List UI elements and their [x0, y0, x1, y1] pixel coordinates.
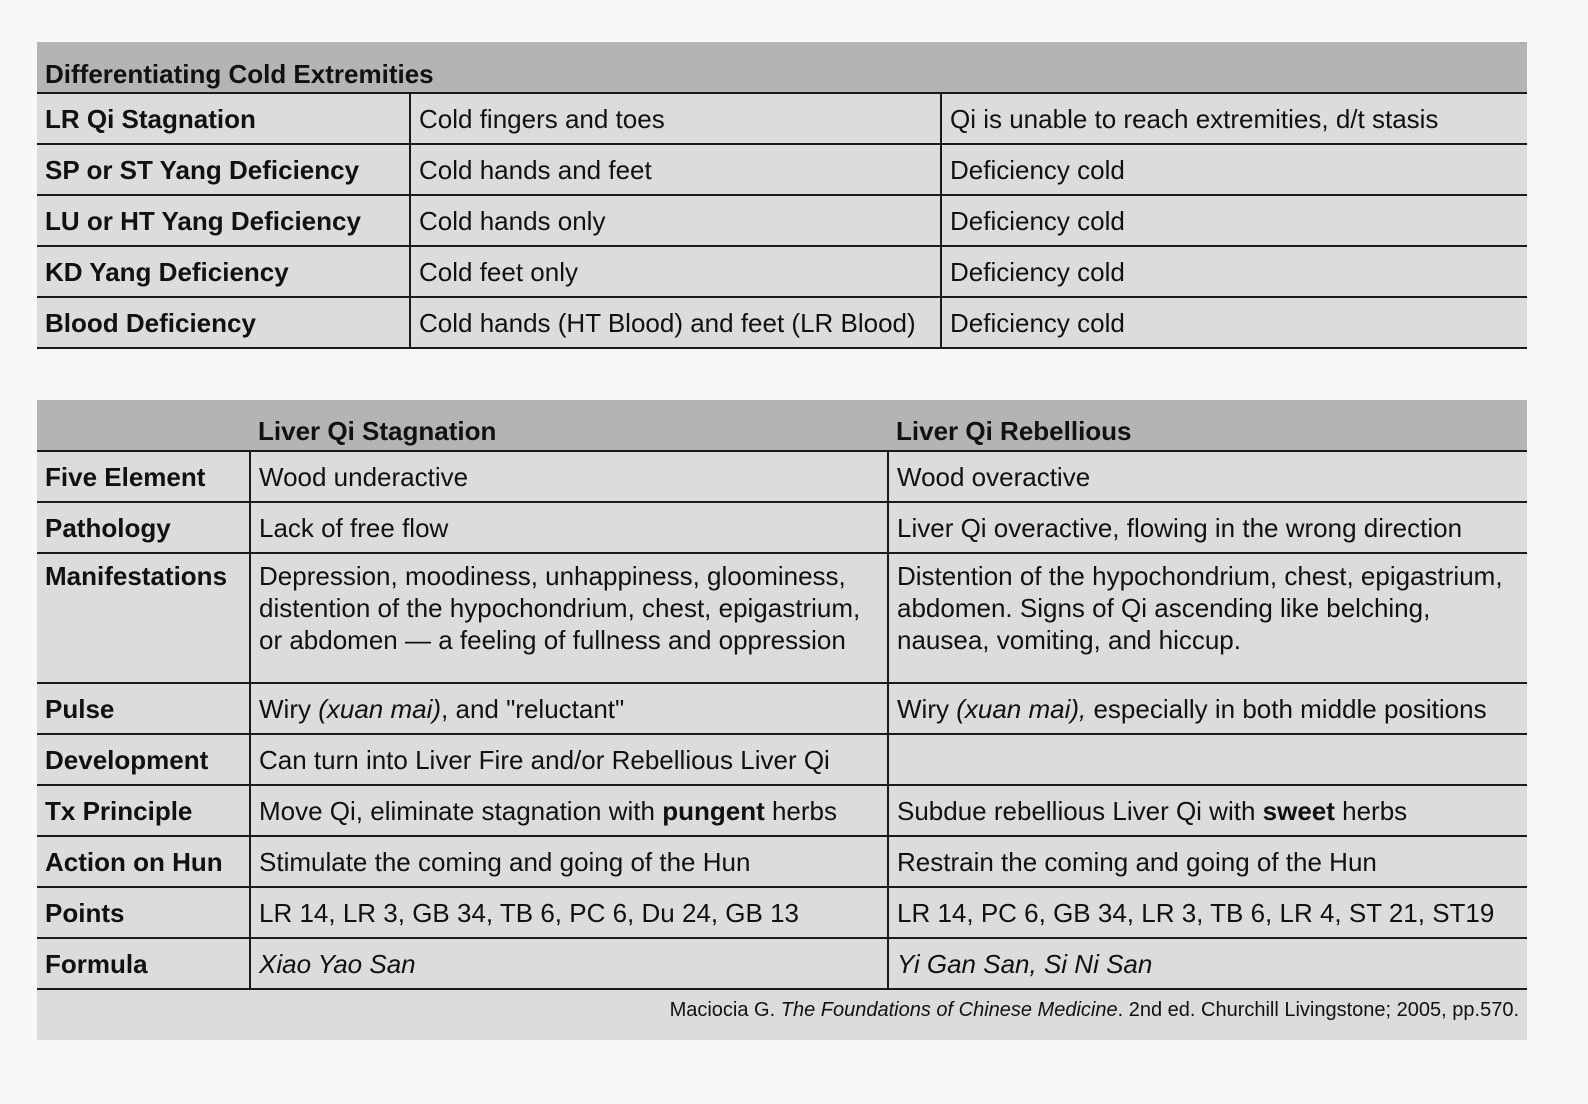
note-cell: Qi is unable to reach extremities, d/t stasis	[941, 94, 1527, 144]
text-run: Subdue rebellious Liver Qi with	[897, 795, 1263, 826]
pattern-cell: KD Yang Deficiency	[37, 246, 410, 297]
citation-book-title: The Foundations of Chinese Medicine	[780, 999, 1118, 1021]
stagnation-cell: Xiao Yao San	[250, 938, 888, 989]
row-label: Development	[37, 734, 250, 785]
text-run: Wiry	[897, 693, 957, 724]
header-empty	[37, 400, 250, 451]
table-row-manifestations	[37, 553, 1527, 683]
text-run: especially in both middle positions	[1086, 693, 1487, 724]
table-row	[37, 195, 1527, 246]
row-label: Pulse	[37, 683, 250, 734]
stagnation-cell: Stimulate the coming and going of the Hun	[250, 836, 888, 887]
row-label: Points	[37, 887, 250, 938]
row-label: Formula	[37, 938, 250, 989]
table-row-pathology	[37, 502, 1527, 553]
table-row	[37, 94, 1527, 144]
table-row-tx-principle	[37, 785, 1527, 836]
stagnation-cell: Wood underactive	[250, 451, 888, 502]
stagnation-cell: LR 14, LR 3, GB 34, TB 6, PC 6, Du 24, GB 13	[250, 887, 888, 938]
stagnation-cell	[250, 785, 888, 836]
row-label: Action on Hun	[37, 836, 250, 887]
note-cell: Deficiency cold	[941, 297, 1527, 348]
table-row-five-element	[37, 451, 1527, 502]
symptom-cell: Cold hands and feet	[410, 144, 941, 195]
text-run: herbs	[1334, 795, 1408, 826]
rebellious-cell: Wood overactive	[888, 451, 1527, 502]
pattern-cell: LU or HT Yang Deficiency	[37, 195, 410, 246]
rebellious-cell: Yi Gan San, Si Ni San	[888, 938, 1527, 989]
table-row-points	[37, 887, 1527, 938]
header-row	[37, 400, 1527, 451]
citation	[37, 990, 1527, 1040]
stagnation-cell	[250, 683, 888, 734]
pattern-cell: Blood Deficiency	[37, 297, 410, 348]
symptom-cell: Cold fingers and toes	[410, 94, 941, 144]
symptom-cell: Cold hands (HT Blood) and feet (LR Blood)	[410, 297, 941, 348]
rebellious-cell	[888, 683, 1527, 734]
symptom-cell: Cold feet only	[410, 246, 941, 297]
citation-author: Maciocia G.	[669, 999, 781, 1021]
text-run: Wiry	[259, 693, 319, 724]
rebellious-cell	[888, 785, 1527, 836]
rebellious-cell	[888, 734, 1527, 785]
text-run: herbs	[764, 795, 837, 826]
stagnation-cell: Depression, moodiness, unhappiness, gloominess, distention of the hypochondrium, chest, epigastrium, or abdomen — a feeling of fullness and oppression	[250, 553, 888, 683]
row-label: Pathology	[37, 502, 250, 553]
header-stagnation: Liver Qi Stagnation	[250, 400, 888, 451]
stagnation-cell: Can turn into Liver Fire and/or Rebellious Liver Qi	[250, 734, 888, 785]
pattern-cell: SP or ST Yang Deficiency	[37, 144, 410, 195]
pattern-cell: LR Qi Stagnation	[37, 94, 410, 144]
citation-details: . 2nd ed. Churchill Livingstone; 2005, pp.570.	[1117, 999, 1519, 1021]
italic-term: (xuan mai),	[956, 693, 1087, 724]
table-row-action-on-hun	[37, 836, 1527, 887]
italic-term: (xuan mai)	[318, 693, 442, 724]
cold-extremities-table	[37, 42, 1527, 349]
rebellious-cell: Distention of the hypochondrium, chest, epigastrium, abdomen. Signs of Qi ascending like belching, nausea, vomiting, and hiccup.	[888, 553, 1527, 683]
table-row-formula	[37, 938, 1527, 989]
table-row	[37, 297, 1527, 348]
note-cell: Deficiency cold	[941, 195, 1527, 246]
bold-term: sweet	[1262, 795, 1335, 826]
row-label: Manifestations	[37, 553, 250, 683]
stagnation-cell: Lack of free flow	[250, 502, 888, 553]
text-run: , and "reluctant"	[441, 693, 625, 724]
table-row	[37, 246, 1527, 297]
table-row-pulse	[37, 683, 1527, 734]
note-cell: Deficiency cold	[941, 144, 1527, 195]
table-row	[37, 144, 1527, 195]
rebellious-cell: Liver Qi overactive, flowing in the wrong direction	[888, 502, 1527, 553]
note-cell: Deficiency cold	[941, 246, 1527, 297]
header-rebellious: Liver Qi Rebellious	[888, 400, 1527, 451]
row-label: Tx Principle	[37, 785, 250, 836]
rebellious-cell: Restrain the coming and going of the Hun	[888, 836, 1527, 887]
row-label: Five Element	[37, 451, 250, 502]
rebellious-cell: LR 14, PC 6, GB 34, LR 3, TB 6, LR 4, ST 21, ST19	[888, 887, 1527, 938]
bold-term: pungent	[662, 795, 765, 826]
table-title: Differentiating Cold Extremities	[37, 42, 1527, 94]
symptom-cell: Cold hands only	[410, 195, 941, 246]
table-row-development	[37, 734, 1527, 785]
text-run: Move Qi, eliminate stagnation with	[259, 795, 663, 826]
liver-qi-comparison-table	[37, 400, 1527, 1040]
